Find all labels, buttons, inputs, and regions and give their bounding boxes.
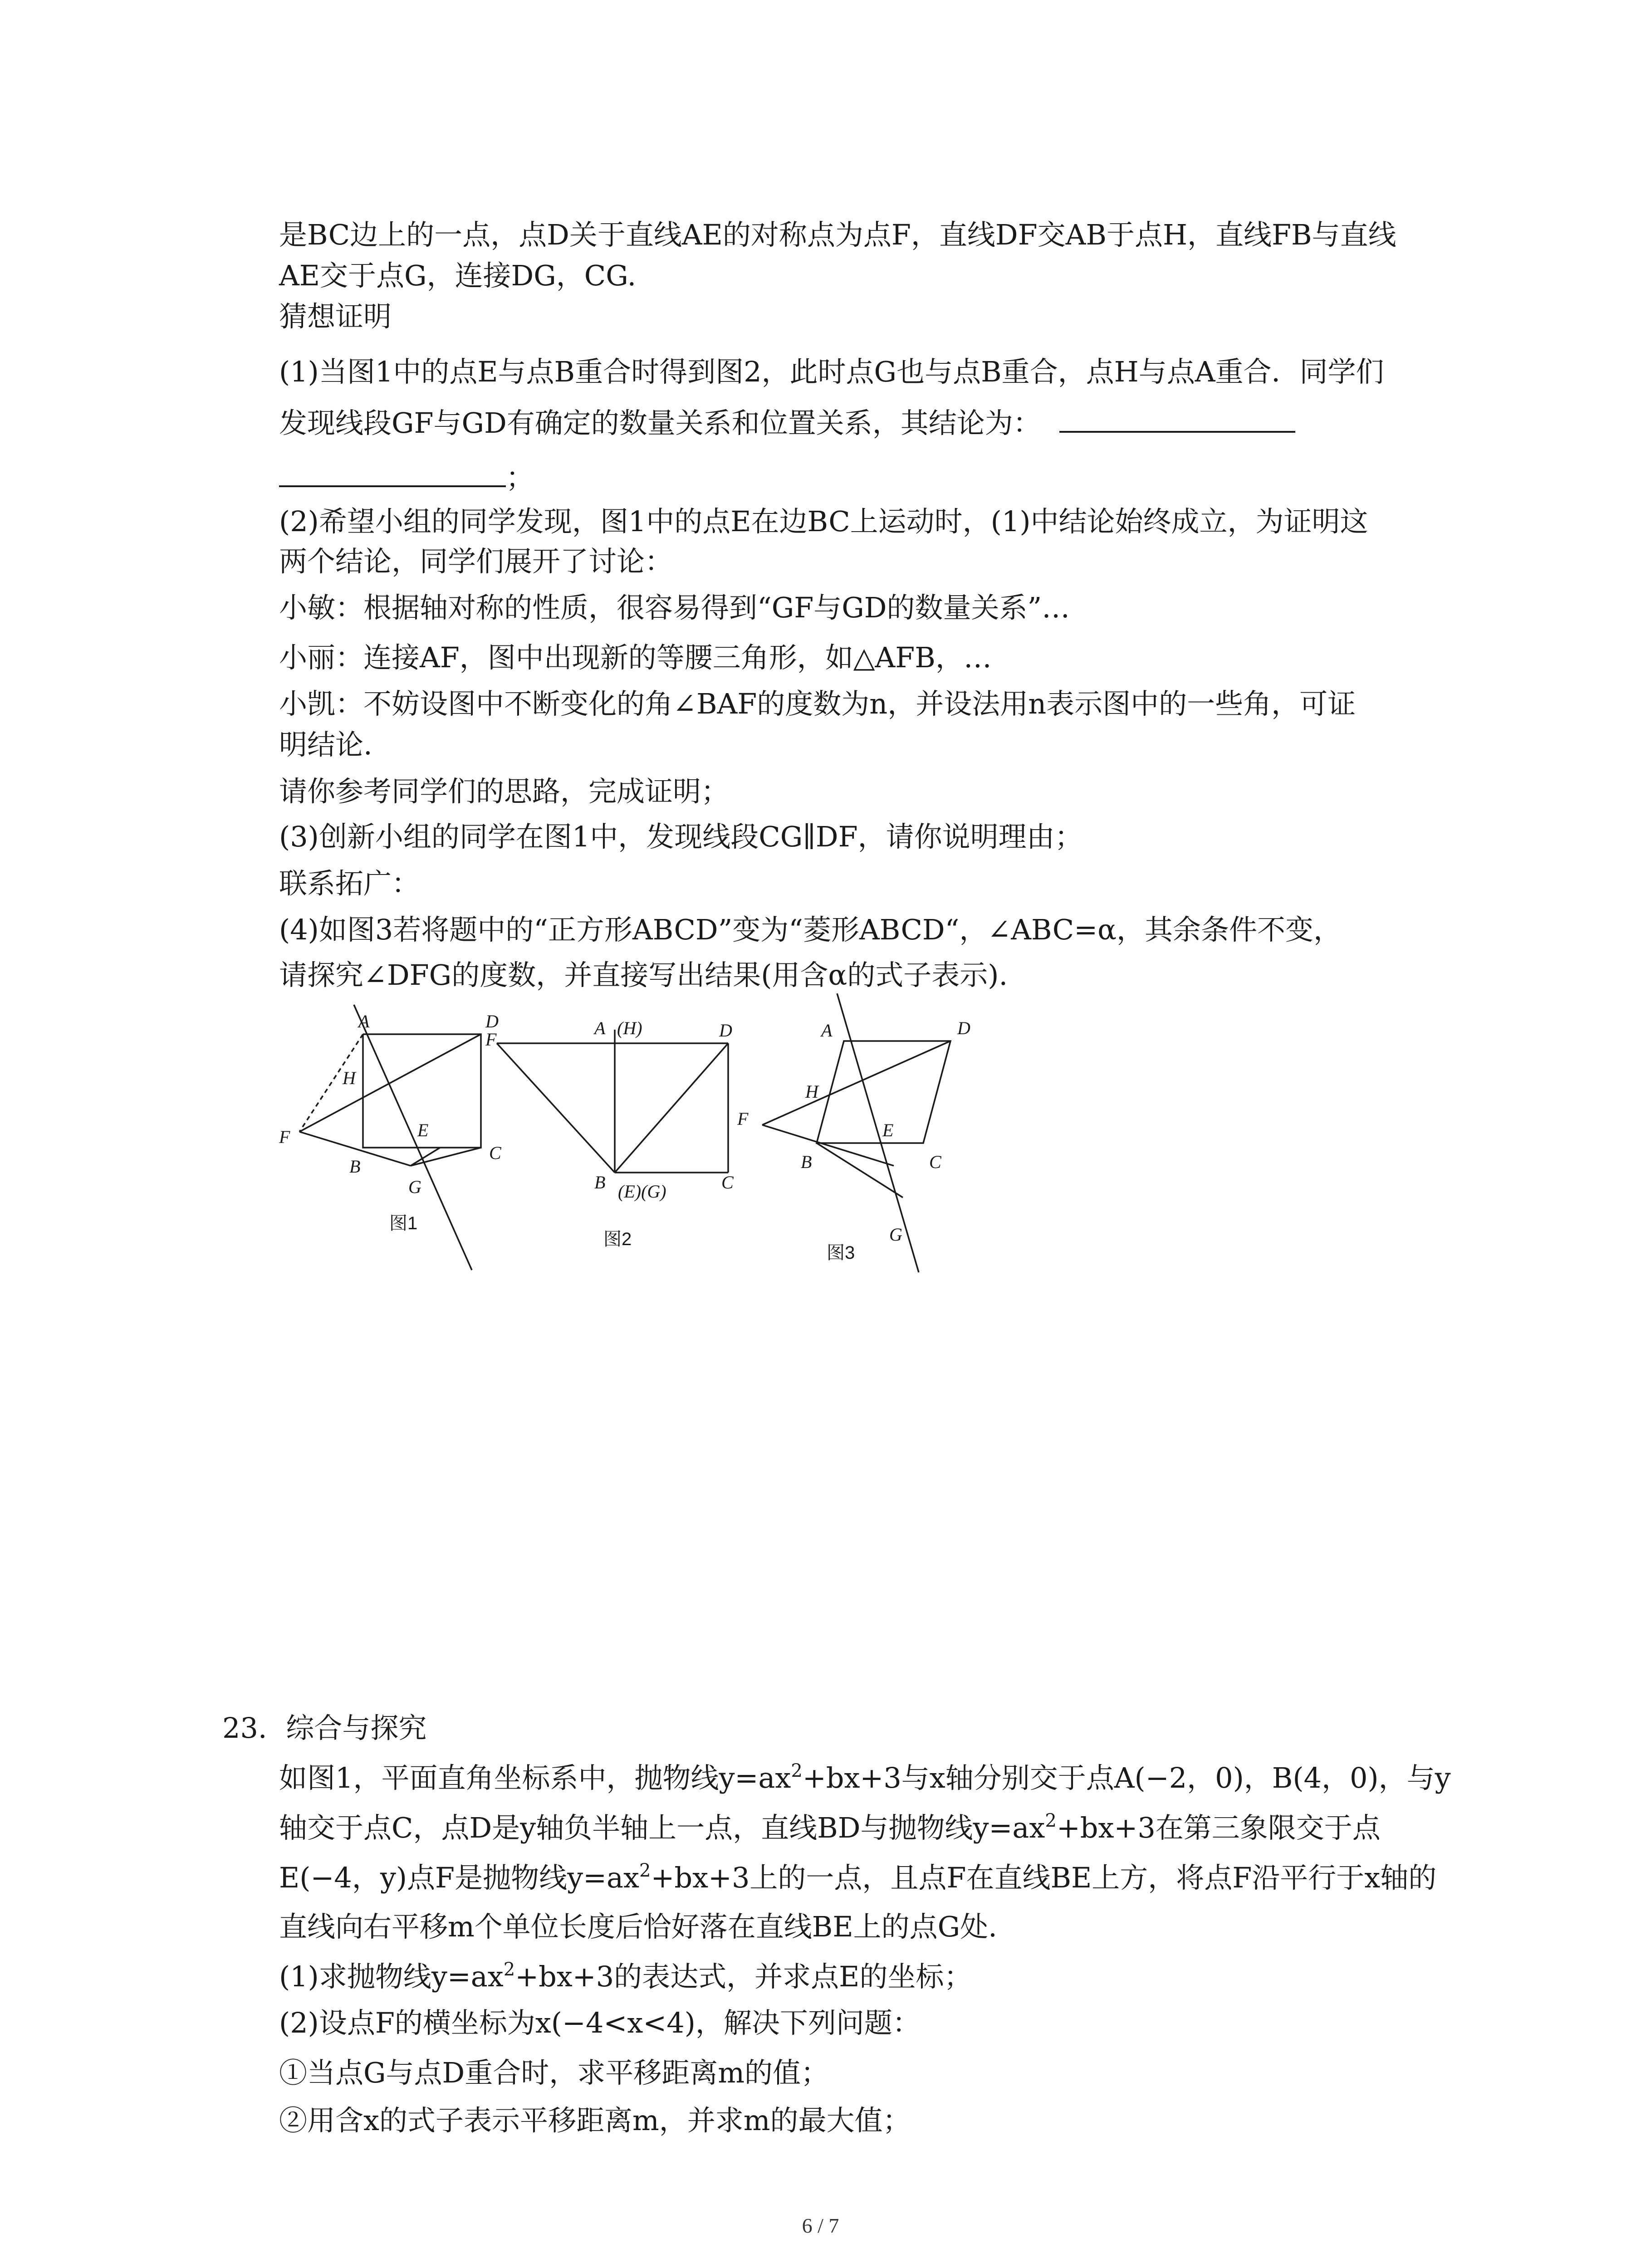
- q23-heading: [222, 1710, 426, 1746]
- q22-line-12: 明结论.: [279, 728, 372, 761]
- svg-text:D: D: [485, 1011, 499, 1031]
- figure-3: [762, 993, 950, 1272]
- svg-text:G: G: [408, 1177, 421, 1197]
- svg-text:H: H: [805, 1081, 818, 1102]
- svg-text:B: B: [801, 1152, 812, 1172]
- answer-blank-1[interactable]: [1059, 404, 1295, 433]
- q23-line-5-a: (1)求抛物线y=ax: [279, 1960, 504, 1993]
- svg-text:G: G: [889, 1224, 902, 1245]
- q23-line-1-a: 如图1，平面直角坐标系中，抛物线y=ax: [279, 1761, 791, 1794]
- q22-line-1: 是BC边上的一点，点D关于直线AE的对称点为点F，直线DF交AB于点H，直线FB与直线: [279, 218, 1396, 251]
- svg-text:F: F: [737, 1109, 749, 1129]
- q23-line-4: 直线向右平移m个单位长度后恰好落在直线BE上的点G处.: [279, 1910, 997, 1943]
- exponent: 2: [639, 1860, 651, 1881]
- q22-line-2: AE交于点G，连接DG，CG.: [279, 259, 637, 292]
- svg-text:C: C: [489, 1143, 501, 1163]
- q23-line-1: [279, 1760, 1451, 1796]
- svg-text:C: C: [721, 1172, 734, 1193]
- q22-line-14: (3)创新小组的同学在图1中，发现线段CG∥DF，请你说明理由；: [279, 820, 1083, 853]
- exponent: 2: [791, 1760, 803, 1781]
- q22-line-13: 请你参考同学们的思路，完成证明；: [279, 775, 730, 808]
- exponent: 2: [503, 1959, 515, 1980]
- q23-line-5-b: +bx+3的表达式，并求点E的坐标；: [515, 1960, 972, 1993]
- page-number: 6 / 7: [802, 2214, 839, 2237]
- q22-section-heading: 猜想证明: [279, 300, 392, 333]
- svg-text:H: H: [343, 1068, 356, 1088]
- exponent: 2: [1045, 1810, 1057, 1831]
- q22-line-15: 联系拓广：: [279, 867, 420, 900]
- svg-text:C: C: [929, 1152, 941, 1172]
- svg-text:D: D: [957, 1018, 970, 1038]
- figure-1-labels: [279, 1011, 502, 1233]
- svg-text:(E)(G): (E)(G): [618, 1181, 666, 1202]
- svg-text:(H): (H): [617, 1018, 642, 1038]
- q23-line-6: (2)设点F的横坐标为x(−4<x<4)，解决下列问题：: [279, 2006, 921, 2039]
- q22-line-8: 两个结论，同学们展开了讨论：: [279, 545, 673, 578]
- svg-text:F: F: [279, 1127, 290, 1147]
- q22-line-9: 小敏：根据轴对称的性质，很容易得到“GF与GD的数量关系”…: [279, 591, 1070, 624]
- svg-text:E: E: [417, 1120, 429, 1140]
- q23-line-2-b: +bx+3在第三象限交于点: [1056, 1811, 1381, 1844]
- q22-line-5: [279, 404, 1295, 441]
- q23-title: 综合与探究: [286, 1711, 427, 1745]
- svg-text:A: A: [594, 1018, 606, 1038]
- geometry-figures: [272, 993, 998, 1275]
- svg-text:B: B: [349, 1156, 361, 1177]
- svg-text:F: F: [485, 1029, 497, 1050]
- q22-line-16: (4)如图3若将题中的“正方形ABCD”变为“菱形ABCD“，∠ABC=α，其余条件不变，: [279, 913, 1342, 946]
- q23-line-2: [279, 1810, 1381, 1846]
- figure-2: [497, 1030, 728, 1173]
- answer-blank-2[interactable]: [279, 458, 506, 487]
- q23-line-2-a: 轴交于点C，点D是y轴负半轴上一点，直线BD与抛物线y=ax: [279, 1811, 1045, 1844]
- svg-text:E: E: [882, 1120, 894, 1140]
- q22-line-5-text: 发现线段GF与GD有确定的数量关系和位置关系，其结论为：: [279, 406, 1041, 440]
- q23-number: 23.: [222, 1711, 267, 1745]
- q22-line-6-text: ；: [506, 461, 534, 494]
- svg-text:A: A: [821, 1020, 833, 1041]
- svg-text:A: A: [358, 1011, 370, 1031]
- q22-line-11: 小凯：不妨设图中不断变化的角∠BAF的度数为n，并设法用n表示图中的一些角，可证: [279, 687, 1356, 720]
- svg-text:B: B: [594, 1172, 606, 1193]
- svg-text:图2: 图2: [603, 1229, 632, 1249]
- q23-line-7: ①当点G与点D重合时，求平移距离m的值；: [279, 2056, 829, 2089]
- q23-line-1-b: +bx+3与x轴分别交于点A(−2，0)，B(4，0)，与y: [802, 1761, 1451, 1794]
- q22-line-6: [279, 458, 534, 496]
- svg-text:图1: 图1: [389, 1213, 418, 1233]
- q23-line-3-b: +bx+3上的一点，且点F在直线BE上方，将点F沿平行于x轴的: [651, 1861, 1437, 1894]
- svg-text:图3: 图3: [827, 1243, 855, 1263]
- q22-line-7: (2)希望小组的同学发现，图1中的点E在边BC上运动时，(1)中结论始终成立，为证明这: [279, 505, 1368, 538]
- q23-line-5: [279, 1959, 972, 1995]
- figure-3-labels: [737, 1018, 970, 1263]
- q23-line-3-a: E(−4，y)点F是抛物线y=ax: [279, 1861, 639, 1894]
- figure-2-labels: [485, 1018, 734, 1249]
- q23-line-8: ②用含x的式子表示平移距离m，并求m的最大值；: [279, 2104, 911, 2137]
- q22-line-10: 小丽：连接AF，图中出现新的等腰三角形，如△AFB，…: [279, 641, 992, 674]
- q22-line-4: (1)当图1中的点E与点B重合时得到图2，此时点G也与点B重合，点H与点A重合．同学们: [279, 355, 1384, 388]
- q22-line-17: 请探究∠DFG的度数，并直接写出结果(用含α的式子表示).: [279, 958, 1008, 992]
- q23-line-3: [279, 1860, 1436, 1896]
- svg-text:D: D: [719, 1020, 732, 1041]
- figures-svg: [272, 993, 998, 1275]
